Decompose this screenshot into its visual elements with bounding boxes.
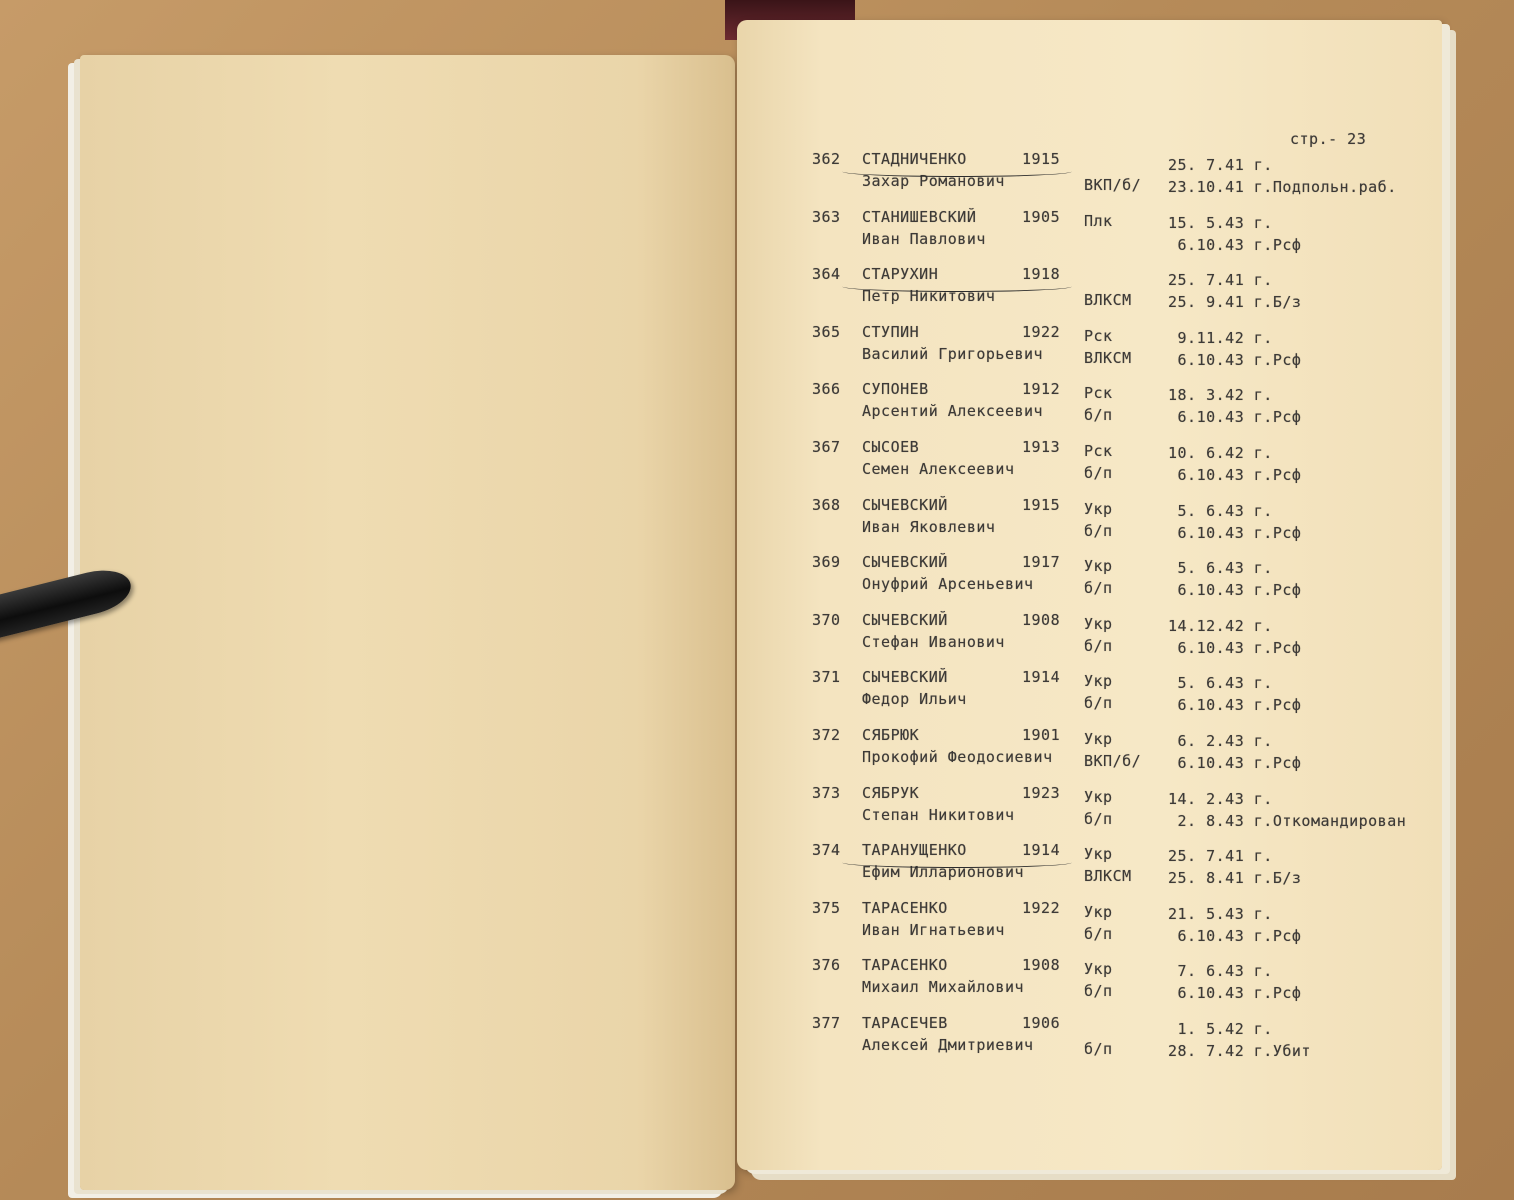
entry-number: 370 [812, 610, 841, 629]
entry-nationality: Укр [1084, 902, 1113, 921]
entry-date-start: 5. 6.43 г. [1168, 501, 1273, 520]
entry-party: б/п [1084, 521, 1113, 540]
entry-surname: СЫЧЕВСКИЙ [862, 668, 948, 687]
entry-surname: СЯБРЮК [862, 726, 920, 744]
entry-date-start: 10. 6.42 г. [1168, 444, 1273, 462]
entry-given-names: Василий Григорьевич [862, 344, 1044, 363]
entry-surname: СЫСОЕВ [862, 438, 920, 456]
entry-party: ВЛКСМ [1084, 867, 1132, 886]
left-page-blank [80, 55, 735, 1190]
entry-date-start: 5. 6.43 г. [1168, 559, 1273, 578]
entry-birth-year: 1923 [1022, 783, 1061, 802]
entry-party: ВКП/б/ [1084, 176, 1142, 194]
entry-birth-year: 1912 [1022, 380, 1061, 399]
entry-given-names: Стефан Иванович [862, 632, 1005, 651]
entry-date-start: 14.12.42 г. [1168, 616, 1273, 635]
entry-nationality: Укр [1084, 960, 1113, 979]
entry-nationality: Укр [1084, 557, 1113, 576]
list-item [812, 265, 1412, 323]
entry-surname: ТАРАСЕЧЕВ [862, 1014, 948, 1032]
entry-number: 373 [812, 783, 841, 802]
entry-given-names: Иван Яковлевич [862, 517, 996, 536]
entry-date-end: 6.10.43 г.Рсф [1168, 581, 1302, 600]
entry-given-names: Петр Никитович [862, 287, 996, 306]
entry-surname: ТАРАСЕНКО [862, 956, 948, 975]
entry-birth-year: 1914 [1022, 668, 1061, 687]
entry-party: б/п [1084, 636, 1113, 655]
entry-date-end: 6.10.43 г.Рсф [1168, 408, 1302, 427]
entry-number: 372 [812, 726, 841, 744]
entry-nationality: Укр [1084, 787, 1113, 806]
entry-birth-year: 1918 [1022, 265, 1061, 284]
entry-number: 376 [812, 956, 841, 975]
entry-given-names: Степан Никитович [862, 805, 1015, 824]
entry-party: б/п [1084, 694, 1113, 713]
list-item [812, 841, 1412, 899]
entry-birth-year: 1901 [1022, 726, 1061, 744]
list-item [812, 438, 1412, 496]
entry-number: 364 [812, 265, 841, 284]
entry-number: 367 [812, 438, 841, 456]
entry-party: б/п [1084, 809, 1113, 828]
entry-birth-year: 1915 [1022, 495, 1061, 514]
entry-nationality: Рск [1084, 326, 1113, 345]
entry-surname: СЫЧЕВСКИЙ [862, 495, 948, 514]
entry-date-end: 6.10.43 г.Рсф [1168, 984, 1302, 1003]
list-item [812, 208, 1412, 266]
list-item [812, 380, 1412, 438]
entry-date-start: 1. 5.42 г. [1168, 1020, 1273, 1038]
entry-given-names: Онуфрий Арсеньевич [862, 575, 1034, 594]
entry-number: 365 [812, 322, 841, 341]
entry-date-end: 2. 8.43 г.Откомандирован [1168, 811, 1407, 830]
entry-date-start: 21. 5.43 г. [1168, 904, 1273, 923]
entry-number: 375 [812, 898, 841, 917]
entry-number: 366 [812, 380, 841, 399]
list-item [812, 668, 1412, 726]
list-item [812, 553, 1412, 611]
entry-date-start: 25. 7.41 г. [1168, 271, 1273, 290]
entry-date-start: 25. 7.41 г. [1168, 156, 1273, 174]
entry-date-end: 6.10.43 г.Рсф [1168, 926, 1302, 945]
entry-birth-year: 1915 [1022, 150, 1061, 168]
entry-date-end: 6.10.43 г.Рсф [1168, 235, 1302, 254]
entry-party: ВКП/б/ [1084, 752, 1142, 770]
entry-surname: ТАРАСЕНКО [862, 898, 948, 917]
entry-nationality: Рск [1084, 384, 1113, 403]
entry-date-start: 25. 7.41 г. [1168, 847, 1273, 866]
entry-birth-year: 1922 [1022, 322, 1061, 341]
entry-party: б/п [1084, 982, 1113, 1001]
entry-nationality: Укр [1084, 499, 1113, 518]
entry-given-names: Арсентий Алексеевич [862, 402, 1044, 421]
entry-date-end: 25. 8.41 г.Б/з [1168, 869, 1302, 888]
entry-surname: СУПОНЕВ [862, 380, 929, 399]
entry-given-names: Прокофий Феодосиевич [862, 748, 1053, 766]
entry-number: 362 [812, 150, 841, 168]
entry-surname: СЯБРУК [862, 783, 920, 802]
entry-birth-year: 1914 [1022, 841, 1061, 860]
entry-party: б/п [1084, 924, 1113, 943]
entry-party: б/п [1084, 406, 1113, 425]
entry-surname: СТАРУХИН [862, 265, 939, 284]
entry-date-start: 5. 6.43 г. [1168, 674, 1273, 693]
entry-number: 368 [812, 495, 841, 514]
list-item [812, 899, 1412, 957]
entry-date-start: 9.11.42 г. [1168, 328, 1273, 347]
list-item [812, 726, 1412, 784]
entry-surname: СЫЧЕВСКИЙ [862, 610, 948, 629]
entry-date-end: 6.10.43 г.Рсф [1168, 523, 1302, 542]
entry-date-start: 7. 6.43 г. [1168, 962, 1273, 981]
entry-surname: СТАНИШЕВСКИЙ [862, 207, 977, 226]
list-item [812, 1014, 1412, 1072]
entry-nationality: Рск [1084, 442, 1113, 460]
entry-number: 377 [812, 1014, 841, 1032]
entry-party: ВЛКСМ [1084, 348, 1132, 367]
entry-given-names: Ефим Илларионович [862, 863, 1025, 882]
entry-number: 374 [812, 841, 841, 860]
entry-date-start: 15. 5.43 г. [1168, 213, 1273, 232]
entry-surname: СТАДНИЧЕНКО [862, 150, 967, 168]
entry-date-end: 6.10.43 г.Рсф [1168, 350, 1302, 369]
entry-birth-year: 1908 [1022, 610, 1061, 629]
entry-birth-year: 1922 [1022, 898, 1061, 917]
entry-date-end: 6.10.43 г.Рсф [1168, 696, 1302, 715]
entry-date-end: 6.10.43 г.Рсф [1168, 638, 1302, 657]
list-item [812, 784, 1412, 842]
entry-number: 369 [812, 553, 841, 572]
entry-nationality: Укр [1084, 730, 1113, 748]
entry-birth-year: 1908 [1022, 956, 1061, 975]
entry-date-start: 6. 2.43 г. [1168, 732, 1273, 750]
list-item [812, 323, 1412, 381]
entry-date-end: 23.10.41 г.Подпольн.раб. [1168, 178, 1397, 196]
list-item [812, 956, 1412, 1014]
entry-nationality: Укр [1084, 672, 1113, 691]
entry-given-names: Семен Алексеевич [862, 460, 1015, 478]
entry-nationality: Укр [1084, 614, 1113, 633]
list-item [812, 496, 1412, 554]
entry-date-start: 18. 3.42 г. [1168, 386, 1273, 405]
entry-birth-year: 1917 [1022, 553, 1061, 572]
entry-nationality: Плк [1084, 211, 1113, 230]
entry-birth-year: 1913 [1022, 438, 1061, 456]
entry-given-names: Иван Игнатьевич [862, 920, 1005, 939]
entry-party: б/п [1084, 579, 1113, 598]
entry-given-names: Алексей Дмитриевич [862, 1036, 1034, 1054]
entry-surname: СЫЧЕВСКИЙ [862, 553, 948, 572]
entry-date-end: 25. 9.41 г.Б/з [1168, 293, 1302, 312]
entry-given-names: Федор Ильич [862, 690, 967, 709]
entry-number: 371 [812, 668, 841, 687]
entry-given-names: Иван Павлович [862, 229, 986, 248]
list-item [812, 611, 1412, 669]
entry-surname: ТАРАНУЩЕНКО [862, 841, 967, 860]
entry-date-end: 6.10.43 г.Рсф [1168, 754, 1302, 772]
entry-number: 363 [812, 207, 841, 226]
entry-nationality: Укр [1084, 845, 1113, 864]
entry-date-start: 14. 2.43 г. [1168, 789, 1273, 808]
page-number: стр.- 23 [1290, 130, 1367, 148]
entry-birth-year: 1906 [1022, 1014, 1061, 1032]
entry-given-names: Захар Романович [862, 172, 1005, 190]
entry-party: б/п [1084, 464, 1113, 482]
entry-party: б/п [1084, 1040, 1113, 1058]
handwritten-underline [842, 166, 1072, 177]
entry-date-end: 28. 7.42 г.Убит [1168, 1042, 1311, 1060]
entry-given-names: Михаил Михайлович [862, 978, 1025, 997]
entry-surname: СТУПИН [862, 322, 920, 341]
list-item [812, 150, 1412, 208]
entry-party: ВЛКСМ [1084, 291, 1132, 310]
entry-birth-year: 1905 [1022, 207, 1061, 226]
entry-date-end: 6.10.43 г.Рсф [1168, 466, 1302, 484]
